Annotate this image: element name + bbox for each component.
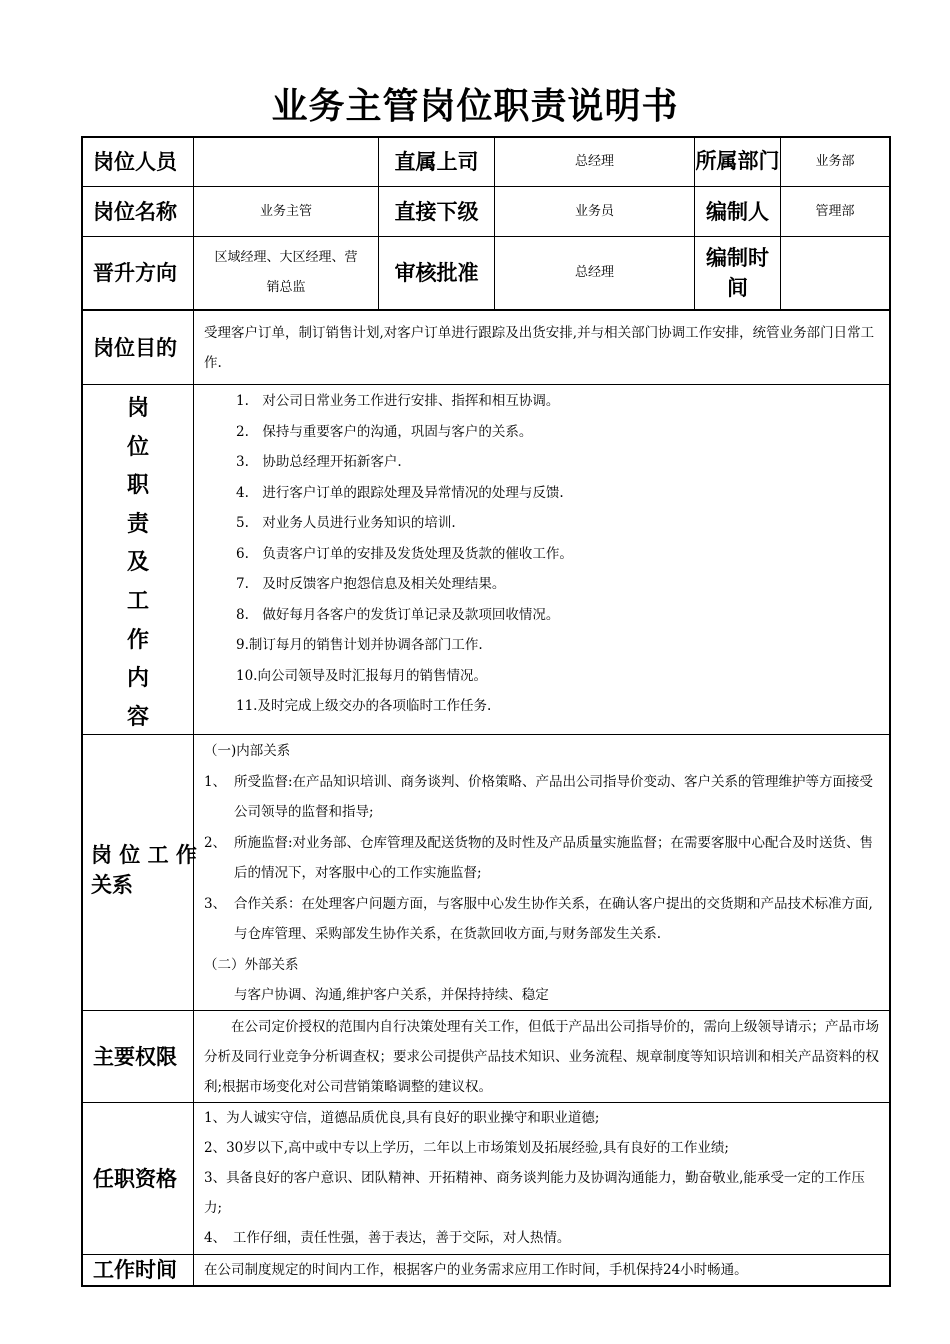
list-item: 4、 工作仔细，责任性强，善于表达，善于交际，对人热情。 <box>204 1230 571 1246</box>
value-approval: 总经理 <box>574 265 614 280</box>
label-duties-char: 责 <box>126 511 149 537</box>
value-direct-superior: 总经理 <box>574 154 614 169</box>
label-purpose: 岗位目的 <box>93 335 177 360</box>
label-compile-time-line1: 编制时 <box>706 246 769 270</box>
relations-internal-title: （一)内部关系 <box>204 743 291 759</box>
value-promotion-path <box>194 237 378 309</box>
label-duties <box>83 390 193 734</box>
label-compile-time <box>695 237 780 309</box>
value-position-name: 业务主管 <box>259 203 312 219</box>
label-relations-line2: 关系 <box>91 873 133 897</box>
label-department: 所属部门 <box>695 149 780 173</box>
list-item: 4. 进行客户订单的跟踪处理及异常情况的处理与反馈. <box>236 484 564 501</box>
label-qualifications: 任职资格 <box>93 1166 177 1191</box>
label-duties-char: 及 <box>126 550 149 576</box>
list-item: 2、30岁以下,高中或中专以上学历，二年以上市场策划及拓展经验,具有良好的工作业绩; <box>204 1140 729 1156</box>
document-title: 业务主管岗位职责说明书 <box>271 85 679 127</box>
list-item: 9.制订每月的销售计划并协调各部门工作. <box>236 637 483 653</box>
list-item: 2. 保持与重要客户的沟通，巩固与客户的关系。 <box>236 423 533 440</box>
label-direct-superior: 直属上司 <box>394 150 479 174</box>
label-duties-char: 作 <box>126 627 149 653</box>
label-duties-char: 职 <box>126 473 149 499</box>
label-duties-char: 工 <box>126 588 149 614</box>
relations-content <box>194 736 889 1010</box>
relations-item <box>204 889 881 950</box>
list-item: 1、为人诚实守信，道德品质优良,具有良好的职业操守和职业道德; <box>204 1110 600 1126</box>
label-direct-subordinate: 直接下级 <box>394 199 479 224</box>
label-approval: 审核批准 <box>394 261 479 285</box>
label-position-staff: 岗位人员 <box>93 150 177 174</box>
relations-item <box>204 828 881 889</box>
label-promotion-path: 晋升方向 <box>93 261 177 285</box>
list-item: 1. 对公司日常业务工作进行安排、指挥和相互协调。 <box>236 393 560 409</box>
label-duties-char: 位 <box>126 434 149 460</box>
value-promotion-path-line2: 销总监 <box>266 280 306 295</box>
value-compiler: 管理部 <box>815 203 855 219</box>
duties-list <box>194 386 889 734</box>
list-item: 7. 及时反馈客户抱怨信息及相关处理结果。 <box>236 576 506 592</box>
list-item: 3. 协助总经理开拓新客户. <box>236 454 402 470</box>
label-relations-line1: 岗 位 工 作 <box>91 843 197 867</box>
list-item: 8. 做好每月各客户的发货订单记录及款项回收情况。 <box>236 606 560 623</box>
relations-item-text: 所受监督:在产品知识培训、商务谈判、价格策略、产品出公司指导价变动、客户关系的管理维护等方面接受公司领导的监督和指导; <box>234 773 874 820</box>
relations-item <box>204 767 881 828</box>
qualifications-list <box>194 1103 889 1254</box>
label-duties-char: 岗 <box>126 396 149 421</box>
purpose-text: 受理客户订单，制订销售计划,对客户订单进行跟踪及出货安排,并与相关部门协调工作安排，统管业务部门日常工作. <box>204 325 875 371</box>
label-work-time: 工作时间 <box>93 1258 177 1282</box>
authority-text: 在公司定价授权的范围内自行决策处理有关工作，但低于产品出公司指导价的，需向上级领导请示；产品市场分析及同行业竞争分析调查权；要求公司提供产品技术知识、业务流程、规章制度等知识培训和相关产品资料的权利;根据市场变化对公司营销策略调整的建议权。 <box>204 1019 879 1095</box>
relations-item-num: 3、 <box>204 895 227 912</box>
label-duties-char: 内 <box>126 666 149 692</box>
value-department: 业务部 <box>815 154 855 169</box>
label-duties-char: 容 <box>126 704 149 730</box>
value-compile-time <box>781 237 889 309</box>
relations-item-num: 1、 <box>204 773 227 790</box>
label-compile-time-line2: 间 <box>727 276 748 300</box>
relations-external-text: 与客户协调、沟通,维护客户关系，并保持持续、稳定 <box>234 987 549 1003</box>
label-authority: 主要权限 <box>93 1044 177 1069</box>
relations-item-text: 合作关系：在处理客户问题方面，与客服中心发生协作关系，在确认客户提出的交货期和产品技术标准方面,与仓库管理、采购部发生协作关系，在货款回收方面,与财务部发生关系. <box>234 895 873 942</box>
value-direct-subordinate: 业务员 <box>574 203 614 219</box>
label-position-name: 岗位名称 <box>93 199 177 224</box>
label-relations <box>83 840 195 900</box>
label-compiler: 编制人 <box>706 199 769 224</box>
list-item: 3、具备良好的客户意识、团队精神、开拓精神、商务谈判能力及协调沟通能力，勤奋敬业,能承受一定的工作压力; <box>204 1170 865 1216</box>
label-department-cell <box>695 138 780 186</box>
relations-external-title: （二）外部关系 <box>204 956 299 973</box>
relations-item-num: 2、 <box>204 834 227 851</box>
value-promotion-path-line1: 区域经理、大区经理、营 <box>214 250 358 265</box>
list-item: 5. 对业务人员进行业务知识的培训. <box>236 515 456 531</box>
list-item: 6. 负责客户订单的安排及发货处理及货款的催收工作。 <box>236 545 573 562</box>
list-item: 11.及时完成上级交办的各项临时工作任务. <box>236 698 492 714</box>
value-position-staff <box>194 138 378 186</box>
list-item: 10.向公司领导及时汇报每月的销售情况。 <box>236 667 487 684</box>
work-time-text: 在公司制度规定的时间内工作，根据客户的业务需求应用工作时间，手机保持24小时畅通。 <box>204 1262 748 1278</box>
relations-item-text: 所施监督:对业务部、仓库管理及配送货物的及时性及产品质量实施监督；在需要客服中心配合及时送货、售后的情况下，对客服中心的工作实施监督; <box>234 834 874 881</box>
